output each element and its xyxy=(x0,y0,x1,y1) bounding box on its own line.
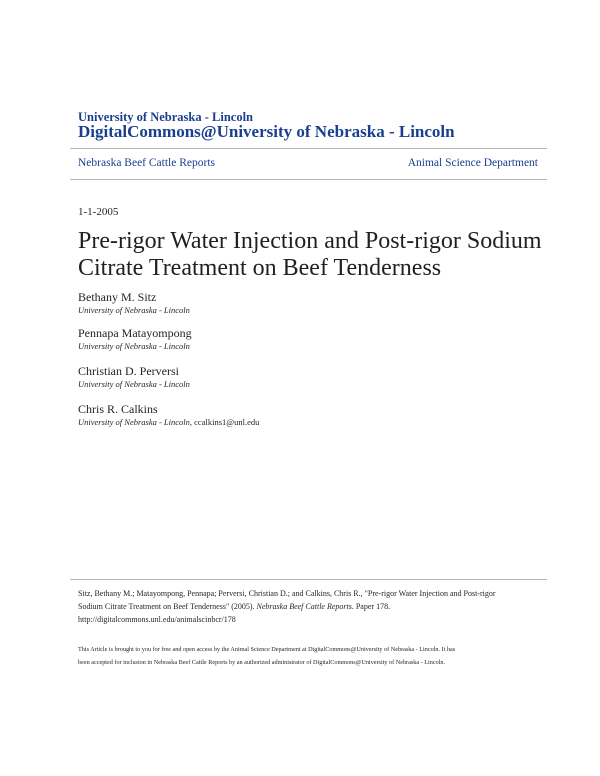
author-name: Chris R. Calkins xyxy=(78,402,158,416)
series-link[interactable]: Nebraska Beef Cattle Reports xyxy=(78,157,215,169)
notice-line-2: been accepted for inclusion in Nebraska Beef Cattle Reports by an authorized administrator of DigitalCommons@University of Nebraska - Lincoln. xyxy=(78,658,446,666)
paper-title xyxy=(78,228,542,282)
author-block-4 xyxy=(78,402,259,427)
author-email[interactable]: , ccalkins1@unl.edu xyxy=(189,417,260,427)
citation-title-end: Sodium Citrate Treatment on Beef Tenderness" (2005). xyxy=(78,602,257,611)
title-line-1: Pre-rigor Water Injection and Post-rigor Sodium xyxy=(78,228,542,254)
citation-line-2 xyxy=(78,600,496,613)
publication-date: 1-1-2005 xyxy=(78,206,119,218)
author-name: Bethany M. Sitz xyxy=(78,290,157,304)
citation-paper-number: . Paper 178. xyxy=(351,602,391,611)
access-notice xyxy=(78,644,455,669)
author-affiliation: University of Nebraska - Lincoln xyxy=(78,305,190,315)
author-block-2 xyxy=(78,326,192,351)
notice-line-1: This Article is brought to you for free and open access by the Animal Science Department at DigitalCommons@University of Nebraska - Lincoln. It has xyxy=(78,646,456,653)
department-link[interactable]: Animal Science Department xyxy=(407,157,538,169)
citation-divider xyxy=(70,579,547,580)
author-affiliation: University of Nebraska - Lincoln xyxy=(78,379,190,389)
author-block-1 xyxy=(78,290,190,315)
author-block-3 xyxy=(78,364,190,389)
author-name: Christian D. Perversi xyxy=(78,364,179,378)
header-divider xyxy=(70,148,547,149)
citation-url[interactable]: http://digitalcommons.unl.edu/animalscinbcr/178 xyxy=(78,615,236,624)
author-affiliation-text: University of Nebraska - Lincoln xyxy=(78,417,190,427)
citation xyxy=(78,587,496,626)
citation-line-1: Sitz, Bethany M.; Matayompong, Pennapa; Perversi, Christian D.; and Calkins, Chris R., "Pre-rigor Water Injection and Post-rigor xyxy=(78,589,496,598)
author-affiliation xyxy=(78,417,259,427)
author-affiliation: University of Nebraska - Lincoln xyxy=(78,341,190,351)
title-line-2: Citrate Treatment on Beef Tenderness xyxy=(78,255,442,281)
repository-link[interactable]: DigitalCommons@University of Nebraska - Lincoln xyxy=(78,122,455,141)
author-name: Pennapa Matayompong xyxy=(78,326,192,340)
citation-series: Nebraska Beef Cattle Reports xyxy=(256,602,352,611)
nav-divider xyxy=(70,179,547,180)
institution-link[interactable]: University of Nebraska - Lincoln xyxy=(78,110,253,124)
